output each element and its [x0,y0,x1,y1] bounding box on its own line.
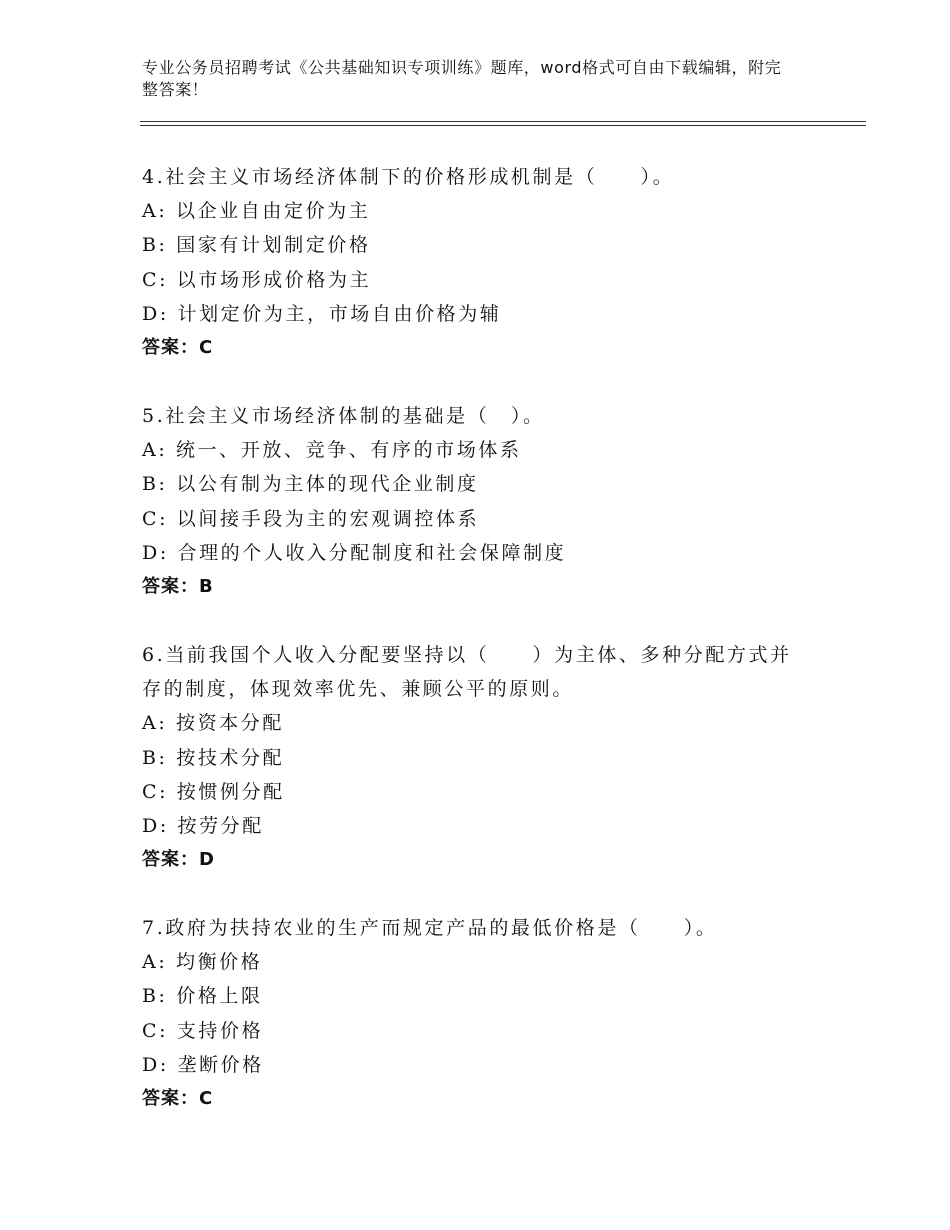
option-text: 价格上限 [176,985,263,1008]
option-text: 以公有制为主体的现代企业制度 [176,473,479,496]
question-stem: 4.社会主义市场经济体制下的价格形成机制是（ ）。 [142,166,675,188]
question-block-7 [142,911,822,1116]
option-b [142,467,822,501]
option-text: 国家有计划制定价格 [176,234,371,257]
option-c [142,502,822,536]
option-a [142,945,822,979]
answer-label: 答案：B [142,575,214,597]
option-letter: D: [142,541,169,564]
option-a [142,194,822,228]
option-text: 按惯例分配 [176,780,285,803]
option-text: 均衡价格 [175,951,263,974]
option-letter: D: [142,814,169,837]
option-letter: A: [142,712,168,735]
option-letter: A: [142,951,168,974]
option-d [142,536,822,570]
answer-label: 答案：C [142,336,214,358]
option-letter: D: [142,1053,169,1076]
question-stem: 5.社会主义市场经济体制的基础是（ ）。 [142,405,545,427]
option-text: 合理的个人收入分配制度和社会保障制度 [177,541,567,564]
header-divider [140,121,866,126]
option-text: 以企业自由定价为主 [175,200,371,223]
option-d [142,809,822,843]
option-text: 统一、开放、竞争、有序的市场体系 [175,439,522,462]
option-letter: B: [142,746,168,769]
option-letter: C: [142,780,169,803]
option-text: 垄断价格 [177,1053,264,1076]
option-letter: C: [142,268,169,291]
answer-label: 答案：C [142,1087,214,1109]
option-b [142,741,822,775]
answer-label: 答案：D [142,849,215,871]
option-letter: C: [142,507,169,530]
option-b [142,979,822,1013]
option-text: 以市场形成价格为主 [176,268,372,291]
option-text: 按劳分配 [177,814,264,837]
option-text: 按技术分配 [176,746,285,769]
option-text: 支持价格 [176,1019,264,1042]
option-letter: B: [142,234,168,257]
option-letter: A: [142,439,168,462]
option-letter: A: [142,200,168,223]
option-text: 以间接手段为主的宏观调控体系 [176,507,480,530]
option-d [142,1048,822,1082]
page-header-text: 专业公务员招聘考试《公共基础知识专项训练》题库，word格式可自由下载编辑，附完整答案！ [142,58,782,99]
option-letter: D: [142,302,169,325]
option-b [142,228,822,262]
option-a [142,433,822,467]
option-c [142,775,822,809]
option-c [142,1014,822,1048]
question-block-5 [142,399,822,604]
question-stem: 6.当前我国个人收入分配要坚持以（ ）为主体、多种分配方式并存的制度，体现效率优先、兼顾公平的原则。 [142,644,792,701]
question-block-4 [142,160,822,365]
option-a [142,706,822,740]
option-text: 计划定价为主，市场自由价格为辅 [177,302,502,325]
option-letter: C: [142,1019,169,1042]
option-c [142,263,822,297]
question-block-6 [142,638,822,877]
option-letter: B: [142,473,168,496]
option-d [142,297,822,331]
question-stem: 7.政府为扶持农业的生产而规定产品的最低价格是（ ）。 [142,917,718,939]
option-letter: B: [142,985,168,1008]
option-text: 按资本分配 [175,712,284,735]
